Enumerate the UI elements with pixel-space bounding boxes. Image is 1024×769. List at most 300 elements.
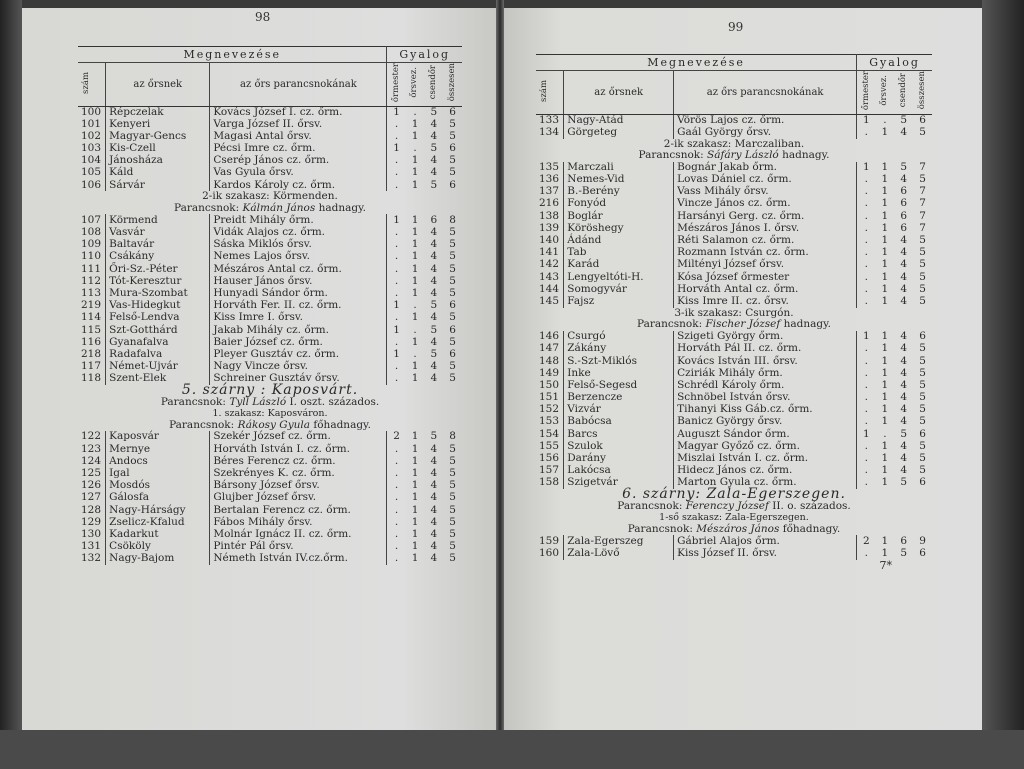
commander-name: Kardos Károly cz. őrm.: [210, 179, 387, 191]
orsvez-count: 1: [411, 454, 419, 467]
orsvez-count: 1: [881, 546, 889, 559]
station-name: Igal: [106, 468, 210, 480]
total-count: 5: [919, 403, 926, 416]
csendor-count: 4: [430, 250, 438, 263]
orsvez-count: .: [883, 427, 887, 440]
ormester-count: .: [387, 516, 406, 528]
row-number: 152: [539, 403, 560, 416]
row-number: 129: [81, 515, 102, 528]
commander-line: Parancsnok: Tyll László I. oszt. százados.: [160, 395, 380, 408]
csendor-count: 4: [430, 335, 438, 348]
col-ormester-header: őrmester: [390, 63, 401, 103]
commander-name: Szekrényes K. cz. őrm.: [210, 468, 387, 480]
station-name: Boglár: [564, 210, 674, 222]
total-count: 5: [919, 366, 926, 379]
row-number: 158: [539, 476, 560, 489]
ormester-count: 1: [387, 349, 406, 361]
csendor-count: 4: [430, 274, 438, 287]
orsvez-count: 1: [881, 354, 889, 367]
ormester-count: .: [387, 179, 406, 191]
commander-name: Bognár Jakab őrm.: [674, 162, 857, 174]
ormester-count: .: [387, 529, 406, 541]
ormester-count: .: [387, 492, 406, 504]
csendor-count: 4: [900, 403, 908, 416]
orsvez-count: 1: [881, 391, 889, 404]
orsvez-count: 1: [411, 491, 419, 504]
total-count: 5: [919, 294, 926, 307]
table-row: [536, 283, 932, 295]
csendor-count: 4: [430, 154, 438, 167]
csendor-count: 4: [430, 238, 438, 251]
station-name: Szt-Gotthárd: [106, 324, 210, 336]
row-number: 104: [81, 154, 102, 167]
table-row: [536, 535, 932, 547]
total-count: 5: [449, 372, 456, 385]
commander-name: Gaál György őrsv.: [674, 126, 857, 138]
orsvez-count: 1: [411, 311, 419, 324]
total-count: 5: [449, 250, 456, 263]
row-number: 116: [81, 335, 102, 348]
ormester-count: .: [857, 547, 876, 559]
csendor-count: 6: [900, 209, 908, 222]
commander-name: Miltényi József őrsv.: [674, 259, 857, 271]
row-number: 157: [539, 464, 560, 477]
section-heading: 1. szakasz: Kaposváron.: [212, 408, 328, 420]
csendor-count: 4: [430, 360, 438, 373]
designation-header: Megnevezése: [183, 47, 282, 61]
orsvez-count: 1: [881, 197, 889, 210]
row-number: 132: [81, 552, 102, 565]
table-row: [78, 275, 462, 287]
total-count: 6: [919, 546, 926, 559]
csendor-count: 4: [900, 342, 908, 355]
commander-name: Pleyer Gusztáv cz. őrm.: [210, 349, 387, 361]
orsvez-count: 1: [881, 282, 889, 295]
ormester-count: 1: [387, 324, 406, 336]
station-name: Kenyeri: [106, 118, 210, 130]
row-number: 141: [539, 246, 560, 259]
csendor-count: 5: [900, 476, 908, 489]
station-name: Sárvár: [106, 179, 210, 191]
total-count: 6: [919, 476, 926, 489]
total-count: 6: [449, 299, 456, 312]
orsvez-count: 1: [411, 503, 419, 516]
page-number: 99: [728, 20, 744, 34]
commander-name: Schnöbel István őrsv.: [674, 392, 857, 404]
total-count: 5: [449, 360, 456, 373]
scan-bottom-margin: [0, 730, 1024, 769]
table-row: [78, 214, 462, 226]
csendor-count: 5: [430, 178, 438, 191]
commander-name: Auguszt Sándor őrm.: [674, 428, 857, 440]
table-row: [78, 106, 462, 118]
commander-line: Parancsnok: Sáfáry László hadnagy.: [638, 149, 830, 162]
orsvez-count: 1: [411, 178, 419, 191]
ormester-count: .: [857, 271, 876, 283]
csendor-count: 4: [430, 129, 438, 142]
orsvez-count: 1: [411, 129, 419, 142]
commander-name: Nagy Vincze őrsv.: [210, 361, 387, 373]
csendor-count: 5: [430, 430, 438, 443]
table-row: [78, 336, 462, 348]
total-count: 7: [919, 221, 926, 234]
station-name: Radafalva: [106, 349, 210, 361]
table-row: [536, 343, 932, 355]
total-count: 5: [919, 234, 926, 246]
table-row: [536, 380, 932, 392]
section-heading: 1-ső szakasz: Zala-Egerszegen.: [659, 512, 809, 524]
ormester-count: .: [857, 174, 876, 186]
csendor-count: 5: [900, 113, 908, 126]
table-row: [78, 263, 462, 275]
commander-line: Parancsnok: Ferenczy József II. o. százados.: [617, 499, 851, 512]
page-number: 98: [255, 10, 271, 24]
station-name: Köröshegy: [564, 222, 674, 234]
csendor-count: 5: [430, 347, 438, 360]
row-number: 107: [81, 213, 102, 226]
commander-name: Bertalan Ferencz cz. őrm.: [210, 504, 387, 516]
csendor-count: 4: [430, 515, 438, 528]
commander-name: Kiss Imre I. őrsv.: [210, 312, 387, 324]
total-count: 5: [919, 173, 926, 186]
row-number: 111: [81, 262, 102, 275]
orsvez-count: 1: [881, 294, 889, 307]
csendor-count: 4: [430, 479, 438, 492]
station-name: Csurgó: [564, 331, 674, 343]
total-count: 5: [919, 464, 926, 477]
csendor-count: 4: [430, 491, 438, 504]
commander-line: Parancsnok: Mészáros János főhadnagy.: [627, 522, 841, 535]
orsvez-count: 1: [881, 464, 889, 477]
row-number: 138: [539, 209, 560, 222]
ormester-count: .: [387, 251, 406, 263]
station-table: [536, 54, 932, 571]
orsvez-count: 1: [411, 442, 419, 455]
row-number: 142: [539, 258, 560, 271]
row-number: 100: [81, 105, 102, 118]
csendor-count: 5: [430, 323, 438, 336]
col-orsvez-header: őrsvez.: [879, 75, 890, 106]
orsvez-count: 1: [881, 173, 889, 186]
orsvez-count: .: [413, 323, 417, 336]
commander-name: Hidecz János cz. őrm.: [674, 465, 857, 477]
commander-name: Kiss József II. őrsv.: [674, 547, 857, 559]
ormester-count: .: [387, 553, 406, 565]
commander-name: Cserép János cz. őrm.: [210, 155, 387, 167]
row-number: 115: [81, 323, 102, 336]
total-count: 6: [449, 178, 456, 191]
orsvez-count: 1: [411, 274, 419, 287]
station-name: Lengyeltóti-H.: [564, 271, 674, 283]
total-count: 5: [449, 335, 456, 348]
ormester-count: .: [387, 443, 406, 455]
orsvez-count: .: [413, 347, 417, 360]
col-commander-header: az őrs parancsnokának: [674, 71, 857, 115]
table-row: [536, 440, 932, 452]
total-count: 5: [919, 391, 926, 404]
commander-name: Réti Salamon cz. őrm.: [674, 235, 857, 247]
orsvez-count: 1: [411, 166, 419, 179]
orsvez-count: .: [413, 299, 417, 312]
commander-name: Banicz György őrsv.: [674, 416, 857, 428]
station-name: Zala-Lövő: [564, 547, 674, 559]
row-number: 136: [539, 173, 560, 186]
csendor-count: 4: [900, 464, 908, 477]
ormester-count: .: [857, 367, 876, 379]
orsvez-count: 1: [881, 452, 889, 464]
ormester-count: .: [387, 504, 406, 516]
commander-name: Vörös Lajos cz. őrm.: [674, 114, 857, 126]
orsvez-count: 1: [881, 258, 889, 271]
commander-name: Jakab Mihály cz. őrm.: [210, 324, 387, 336]
csendor-count: 5: [900, 546, 908, 559]
csendor-count: 6: [900, 534, 908, 547]
total-count: 5: [919, 270, 926, 283]
row-number: 147: [539, 342, 560, 355]
orsvez-count: 1: [411, 430, 419, 443]
infantry-header: Gyalog: [387, 47, 462, 63]
row-number: 103: [81, 142, 102, 155]
station-name: Kadarkut: [106, 529, 210, 541]
orsvez-count: 1: [881, 415, 889, 428]
csendor-count: 4: [900, 294, 908, 307]
commander-name: Marton Gyula cz. őrm.: [674, 477, 857, 489]
ormester-count: .: [857, 259, 876, 271]
commander-name: Béres Ferencz cz. őrm.: [210, 455, 387, 467]
commander-name: Preidt Mihály őrm.: [210, 214, 387, 226]
ormester-count: 2: [387, 431, 406, 443]
csendor-count: 4: [900, 258, 908, 271]
csendor-count: 5: [900, 160, 908, 173]
csendor-count: 4: [900, 330, 908, 343]
total-count: 5: [919, 415, 926, 428]
total-count: 5: [449, 274, 456, 287]
total-count: 5: [449, 467, 456, 479]
ormester-count: .: [387, 118, 406, 130]
csendor-count: 6: [900, 197, 908, 210]
commander-name: Miszlai István I. cz. őrm.: [674, 453, 857, 465]
orsvez-count: 1: [881, 439, 889, 452]
station-name: Somogyvár: [564, 283, 674, 295]
orsvez-count: 1: [411, 286, 419, 299]
ormester-count: 1: [387, 143, 406, 155]
row-number: 146: [539, 330, 560, 343]
station-name: Baltavár: [106, 239, 210, 251]
ormester-count: 1: [387, 300, 406, 312]
commander-name: Pécsi Imre cz. őrm.: [210, 143, 387, 155]
row-number: 122: [81, 430, 102, 443]
row-number: 150: [539, 378, 560, 391]
total-count: 5: [919, 282, 926, 295]
col-osszesen-header: összesen: [916, 71, 927, 110]
commander-name: Horváth Pál II. cz. őrm.: [674, 343, 857, 355]
total-count: 5: [449, 454, 456, 467]
orsvez-count: 1: [411, 540, 419, 553]
orsvez-count: 1: [881, 209, 889, 222]
station-name: Tab: [564, 247, 674, 259]
commander-name: Nemes Lajos őrsv.: [210, 251, 387, 263]
col-number-header: szám: [81, 71, 91, 94]
table-row: [536, 210, 932, 222]
station-name: Körmend: [106, 214, 210, 226]
table-row: [536, 259, 932, 271]
total-count: 6: [919, 427, 926, 440]
ormester-count: 1: [857, 428, 876, 440]
ormester-count: .: [387, 373, 406, 385]
csendor-count: 4: [430, 454, 438, 467]
total-count: 6: [919, 113, 926, 126]
total-count: 5: [449, 166, 456, 179]
col-station-header: az őrsnek: [106, 63, 210, 107]
total-count: 5: [449, 491, 456, 504]
row-number: 127: [81, 491, 102, 504]
total-count: 5: [919, 452, 926, 464]
ormester-count: .: [857, 404, 876, 416]
commander-name: Fábos Mihály őrsv.: [210, 516, 387, 528]
csendor-count: 5: [430, 105, 438, 118]
orsvez-count: 1: [411, 372, 419, 385]
row-number: 149: [539, 366, 560, 379]
station-name: Nagy-Bajom: [106, 553, 210, 565]
commander-name: Kovács József I. cz. őrm.: [210, 106, 387, 118]
station-name: Jánosháza: [106, 155, 210, 167]
ormester-count: .: [387, 541, 406, 553]
row-number: 159: [539, 534, 560, 547]
orsvez-count: 1: [881, 185, 889, 198]
table-row: [536, 126, 932, 138]
table-row: [78, 455, 462, 467]
ormester-count: .: [857, 235, 876, 247]
col-commander-header: az őrs parancsnokának: [210, 63, 387, 107]
total-count: 5: [449, 515, 456, 528]
row-number: 218: [81, 347, 102, 360]
total-count: 5: [449, 311, 456, 324]
station-name: Nagy-Atád: [564, 114, 674, 126]
station-name: Zala-Egerszeg: [564, 535, 674, 547]
section-heading: 2-ik szakasz: Körmenden.: [202, 190, 338, 203]
csendor-count: 4: [900, 439, 908, 452]
station-name: Ádánd: [564, 235, 674, 247]
table-row: [536, 416, 932, 428]
ormester-count: .: [857, 198, 876, 210]
ormester-count: .: [387, 227, 406, 239]
csendor-count: 5: [430, 142, 438, 155]
ormester-count: .: [857, 355, 876, 367]
csendor-count: 4: [900, 378, 908, 391]
col-number-header: szám: [539, 79, 549, 102]
commander-name: Kovács István III. őrsv.: [674, 355, 857, 367]
commander-name: Kiss Imre II. cz. őrsv.: [674, 296, 857, 308]
station-name: Csököly: [106, 541, 210, 553]
ormester-count: .: [387, 155, 406, 167]
csendor-count: 4: [900, 173, 908, 186]
table-row: [536, 355, 932, 367]
orsvez-count: 1: [411, 467, 419, 479]
right-page: [504, 8, 982, 730]
total-count: 5: [919, 246, 926, 259]
orsvez-count: 1: [411, 213, 419, 226]
table-row: [536, 271, 932, 283]
row-number: 123: [81, 442, 102, 455]
orsvez-count: 1: [881, 342, 889, 355]
station-name: Darány: [564, 453, 674, 465]
ormester-count: 2: [857, 535, 876, 547]
station-name: Mura-Szombat: [106, 288, 210, 300]
total-count: 7: [919, 209, 926, 222]
orsvez-count: 1: [411, 335, 419, 348]
wing-title: 6. szárny: Zala-Egerszegen.: [622, 486, 846, 503]
commander-name: Cziriák Mihály őrm.: [674, 367, 857, 379]
orsvez-count: .: [413, 105, 417, 118]
row-number: 133: [539, 113, 560, 126]
total-count: 5: [449, 442, 456, 455]
table-row: [78, 553, 462, 565]
ormester-count: .: [387, 275, 406, 287]
csendor-count: 4: [900, 452, 908, 464]
orsvez-count: .: [413, 142, 417, 155]
table-row: [536, 367, 932, 379]
total-count: 5: [919, 258, 926, 271]
station-name: Őri-Sz.-Péter: [106, 263, 210, 275]
ormester-count: .: [857, 465, 876, 477]
total-count: 7: [919, 160, 926, 173]
orsvez-count: 1: [411, 117, 419, 130]
total-count: 5: [449, 117, 456, 130]
ormester-count: .: [857, 296, 876, 308]
station-name: Gálosfa: [106, 492, 210, 504]
ormester-count: .: [387, 480, 406, 492]
commander-name: Glujber József őrsv.: [210, 492, 387, 504]
row-number: 219: [81, 299, 102, 312]
table-row: [78, 516, 462, 528]
table-row: [536, 222, 932, 234]
orsvez-count: 1: [881, 366, 889, 379]
csendor-count: 4: [900, 415, 908, 428]
csendor-count: 6: [900, 221, 908, 234]
row-number: 114: [81, 311, 102, 324]
row-number: 124: [81, 454, 102, 467]
ormester-count: 1: [857, 162, 876, 174]
designation-header: Megnevezése: [647, 55, 745, 69]
table-row: [78, 443, 462, 455]
ormester-count: .: [387, 263, 406, 275]
section-heading: 3-ik szakasz: Csurgón.: [674, 306, 794, 319]
commander-name: Magyar Győző cz. őrm.: [674, 440, 857, 452]
row-number: 118: [81, 372, 102, 385]
station-name: Felső-Segesd: [564, 380, 674, 392]
station-name: Magyar-Gencs: [106, 131, 210, 143]
csendor-count: 4: [430, 442, 438, 455]
col-ormester-header: őrmester: [860, 71, 871, 111]
ormester-count: .: [857, 126, 876, 138]
orsvez-count: 1: [881, 125, 889, 138]
commander-name: Sáska Miklós őrsv.: [210, 239, 387, 251]
total-count: 6: [449, 347, 456, 360]
total-count: 5: [919, 354, 926, 367]
commander-name: Molnár Ignácz II. cz. őrm.: [210, 529, 387, 541]
left-page: [22, 8, 496, 730]
csendor-count: 4: [900, 282, 908, 295]
table-row: [536, 198, 932, 210]
orsvez-count: 1: [411, 552, 419, 565]
csendor-count: 4: [900, 366, 908, 379]
commander-name: Baier József cz. őrm.: [210, 336, 387, 348]
section-heading: 2-ik szakasz: Marczaliban.: [663, 137, 805, 150]
csendor-count: 4: [900, 354, 908, 367]
row-number: 143: [539, 270, 560, 283]
station-name: Fonyód: [564, 198, 674, 210]
total-count: 8: [449, 213, 456, 226]
